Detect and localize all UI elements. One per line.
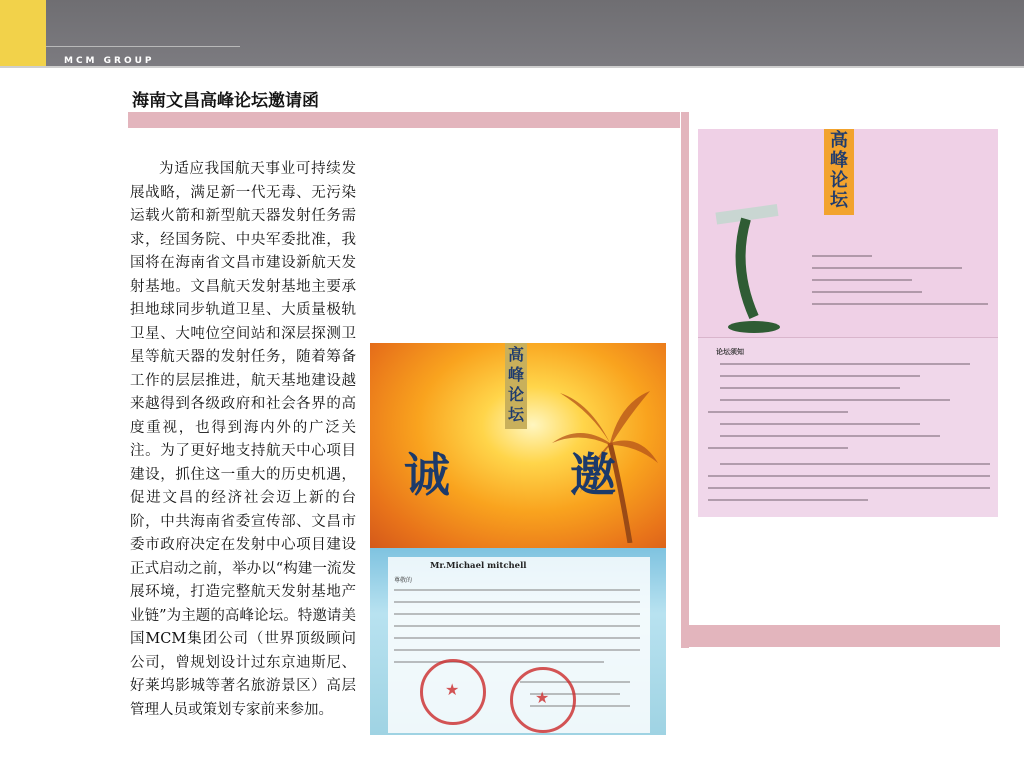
letter-text-line <box>394 661 604 663</box>
body-paragraph: 为适应我国航天事业可持续发展战略，满足新一代无毒、无污染运载火箭和新型航天器发射任务需求，经国务院、中央军委批准，我国将在海南省文昌市建设新航天发射基地。文昌航天发射基地主要承担地球同步轨道卫星、大质量极轨卫星、大吨位空间站和深层探测卫星等航天器的发射任务，随着筹备工作的层层推进，航天基地建设越来越得到各级政府和社会各界的高度重视，也得到海内外的广泛关注。为了更好地支持航天中心项目建设，抓住这一重大的历史机遇，促进文昌的经济社会迈上新的台阶，中共海南省委宣传部、文昌市委市政府决定在发射中心项目建设正式启动之前，举办以“构建一流发展环境，打造完整航天发射基地产业链”为主题的高峰论坛。特邀请美国MCM集团公司（世界顶级顾问公司，曾规划设计过东京迪斯尼、好莱坞影城等著名旅游景区）高层管理人员或策划专家前来参加。 <box>130 161 356 718</box>
header-divider <box>46 46 240 47</box>
contact-text-line <box>812 279 912 281</box>
header-accent-block <box>0 0 46 66</box>
letter-text-line <box>394 613 640 615</box>
brand-logo: MCM GROUP <box>64 56 155 66</box>
letter-text-line <box>394 637 640 639</box>
pink-bar-vertical <box>681 112 689 648</box>
notice-text-line <box>708 411 848 413</box>
invite-char-right: 邀 <box>570 448 616 502</box>
brochure-fold <box>698 337 998 338</box>
pink-bar-top <box>128 112 680 128</box>
notice-text-line <box>708 447 848 449</box>
forum-tag: 高峰论坛 <box>824 129 854 215</box>
invitation-greeting: 尊敬的 <box>394 577 413 584</box>
contact-text-line <box>812 291 922 293</box>
notice-text-line <box>720 399 950 401</box>
notice-text-line <box>720 435 940 437</box>
notice-text-line <box>708 475 990 477</box>
notice-text-line <box>720 375 920 377</box>
invitation-photo <box>370 343 666 735</box>
notice-text-line <box>720 463 990 465</box>
page-title: 海南文昌高峰论坛邀请函 <box>132 91 319 111</box>
red-seal-icon: ★ <box>420 659 486 725</box>
contact-text-line <box>812 255 872 257</box>
contact-text-line <box>812 267 962 269</box>
pink-bar-bottom <box>681 625 1000 647</box>
letter-text-line <box>394 601 640 603</box>
red-seal-icon: ★ <box>510 667 576 733</box>
contact-text-line <box>812 303 988 305</box>
header-strip <box>0 66 1024 68</box>
notice-text-line <box>720 363 970 365</box>
brochure-section-heading: 论坛须知 <box>716 348 744 356</box>
notice-text-line <box>708 487 990 489</box>
notice-text-line <box>708 499 868 501</box>
invite-char-left: 诚 <box>404 448 450 502</box>
notice-text-line <box>720 423 920 425</box>
letter-text-line <box>394 589 640 591</box>
podium-icon <box>702 187 782 337</box>
letter-text-line <box>394 649 640 651</box>
invitation-recipient: Mr.Michael mitchell <box>430 561 527 571</box>
letter-text-line <box>394 625 640 627</box>
brochure-photo <box>698 129 998 517</box>
notice-text-line <box>720 387 900 389</box>
forum-tag: 高峰论坛 <box>505 343 527 429</box>
